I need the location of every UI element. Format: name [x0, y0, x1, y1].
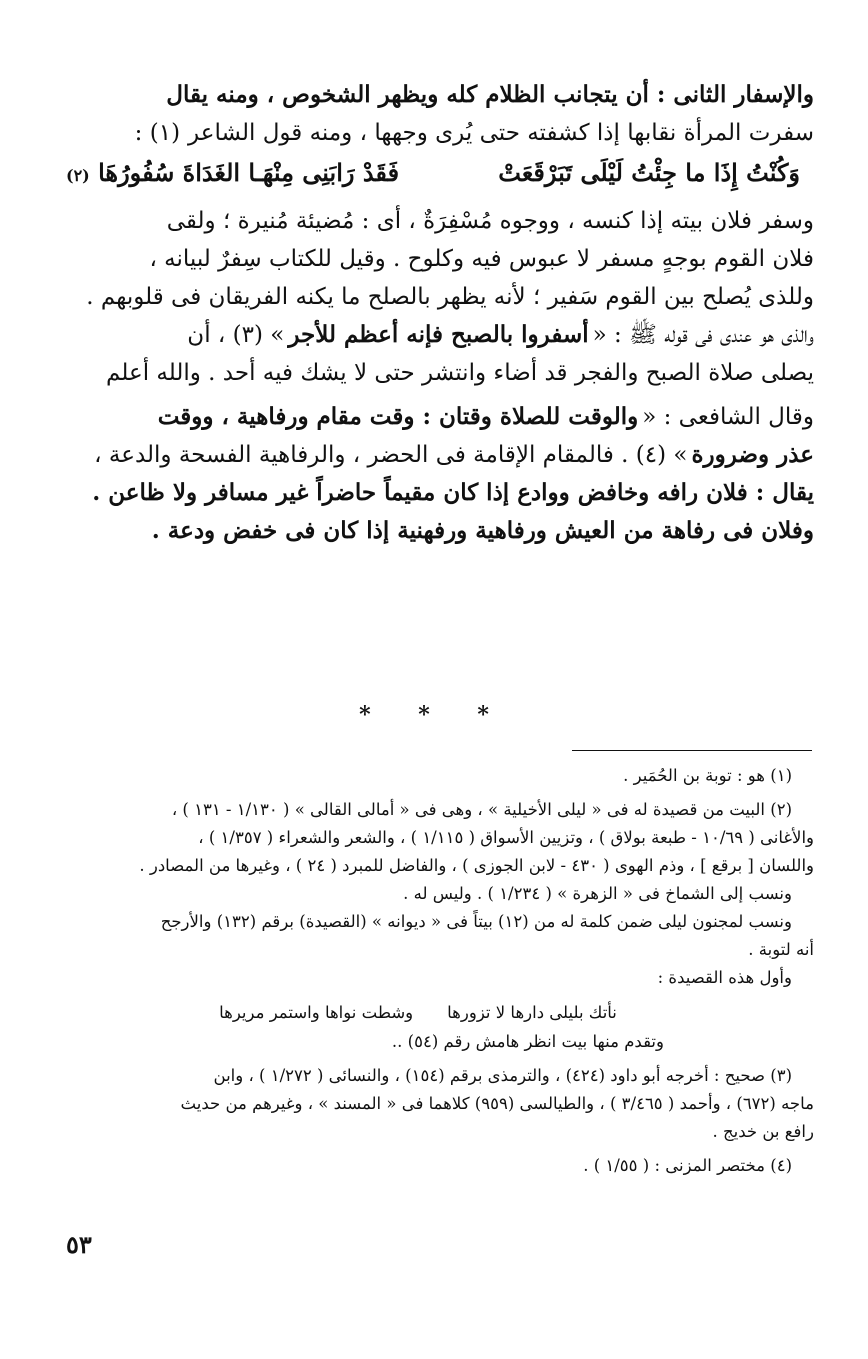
text-line — [62, 316, 814, 354]
verse-hemistich-left-wrap — [66, 152, 399, 194]
footnote-divider — [572, 750, 812, 751]
footnote-line — [62, 1062, 814, 1090]
text-line — [62, 76, 814, 114]
footnote-line — [62, 908, 814, 936]
footnote-ref: (١) : — [134, 120, 181, 146]
footnote-line — [62, 762, 814, 790]
text-line — [62, 202, 814, 240]
footnote-3-text: ماجه (٦٧٢) ، وأحمد ( ٣/٤٦٥ ) ، والطيالسى (٩٥٩) كلاهما فى « المسند » ، وغيرهم من حديث — [180, 1094, 814, 1113]
text-line — [62, 512, 814, 550]
text-line — [62, 278, 814, 316]
footnote-2-text: وأول هذه القصيدة : — [657, 968, 792, 987]
paragraph-text: وفلان فى رفاهة من العيش ورفاهية ورفهنية إذا كان فى خفض ودعة . — [151, 517, 814, 544]
footnote-3-text: رافع بن خديج . — [712, 1122, 814, 1141]
text-line — [62, 114, 814, 152]
footnote-4: (٤) مختصر المزنى : ( ١/٥٥ ) . — [583, 1156, 792, 1175]
text-line — [62, 474, 814, 512]
footnote-line — [62, 1152, 814, 1180]
footnote-2-text: ونسب إلى الشماخ فى « الزهرة » ( ١/٢٣٤ ) . وليس له . — [403, 884, 792, 903]
text-line — [62, 240, 814, 278]
section-separator: * * * — [359, 702, 509, 728]
verse-hemistich-right: وَكُنْتُ إِذَا ما جِئْتُ لَيْلَى تَبَرْقَعَتْ — [498, 158, 800, 187]
main-text — [62, 76, 814, 550]
paragraph-text: يقال : فلان رافه وخافض ووادع إذا كان مقيماً حاضراً غير مسافر ولا ظاعن . — [92, 479, 814, 506]
footnote-line — [62, 824, 814, 852]
footnote-2-text: أنه لتوبة . — [748, 940, 814, 959]
footnote-line — [62, 1118, 814, 1146]
footnote-3: (٣) صحيح : أخرجه أبو داود (٤٢٤) ، والترمذى برقم (١٥٤) ، والنسائى ( ١/٢٧٢ ) ، وابن — [213, 1066, 792, 1085]
footnote-2-text: وتقدم منها بيت انظر هامش رقم (٥٤) .. — [391, 1032, 664, 1051]
verse-hemistich-left: فَقَدْ رَابَنِى مِنْهَـا الغَدَاةَ سُفُورُهَا — [98, 158, 400, 187]
shafii-quote: عذر وضرورة — [691, 441, 814, 468]
footnotes — [62, 762, 814, 1180]
footnote-poem-verse — [62, 998, 774, 1028]
hadith-quote: أسفروا بالصبح فإنه أعظم للأجر — [288, 321, 589, 348]
footnote-2-text: والأغانى ( ١٠/٦٩ - طبعة بولاق ) ، وتزيين الأسواق ( ١/١١٥ ) ، والشعر والشعراء ( ١/٣٥٧ ) ، — [198, 828, 814, 847]
poetry-verse — [62, 152, 814, 194]
footnote-line — [62, 964, 814, 992]
paragraph-text: وللذى يُصلح بين القوم سَفير ؛ لأنه يظهر بالصلح ما يكنه الفريقان فى قلوبهم . — [86, 284, 814, 310]
footnote-line — [62, 880, 814, 908]
paragraph-text: يصلى صلاة الصبح والفجر قد أضاء وانتشر حتى لا يشك فيه أحد . والله أعلم — [106, 360, 814, 386]
poem-hemistich-right: نأتك بليلى دارها لا تزورها — [447, 1003, 617, 1022]
footnote-line — [62, 796, 814, 824]
paragraph-text: والإسفار الثانى : أن يتجانب الظلام كله ويظهر الشخوص ، ومنه يقال — [166, 81, 814, 108]
footnote-2-text: واللسان [ برقع ] ، وذم الهوى ( ٤٣٠ - لابن الجوزى ) ، والفاضل للمبرد ( ٢٤ ) ، وغيرها من المصادر . — [139, 856, 814, 875]
paragraph-text: » (٣) ، أن — [187, 322, 285, 348]
paragraph-text: وسفر فلان بيته إذا كنسه ، ووجوه مُسْفِرَةٌ ، أى : مُضيئة مُنيرة ؛ ولقى — [166, 208, 814, 234]
footnote-line — [62, 1090, 814, 1118]
footnote-ref: (٢) — [66, 166, 90, 185]
text-line — [62, 354, 814, 392]
paragraph-text: » (٤) . فالمقام الإقامة فى الحضر ، والرفاهية الفسحة والدعة ، — [94, 442, 688, 468]
shafii-quote: والوقت للصلاة وقتان : وقت مقام ورفاهية ، ووقت — [157, 403, 639, 430]
footnote-line — [62, 852, 814, 880]
footnote-2-text: ونسب لمجنون ليلى ضمن كلمة له من (١٢) بيتاً فى « ديوانه » (القصيدة) برقم (١٣٢) والأرجح — [160, 912, 792, 931]
paragraph-text: وقال الشافعى : « — [642, 404, 814, 430]
text-line — [62, 398, 814, 436]
page-number: ٥٣ — [66, 1230, 92, 1259]
footnote-1: (١) هو : توبة بن الحُمَير . — [623, 766, 792, 785]
paragraph-text: والذى هو عندى فى قوله ﷺ : « — [592, 322, 814, 348]
poem-hemistich-left: وشطت نواها واستمر مريرها — [219, 1003, 414, 1022]
paragraph-text: فلان القوم بوجهٍ مسفر لا عبوس فيه وكلوح . وقيل للكتاب سِفرٌ لبيانه ، — [149, 246, 814, 272]
footnote-line — [62, 1028, 814, 1056]
paragraph-text: سفرت المرأة نقابها إذا كشفته حتى يُرى وجهها ، ومنه قول الشاعر — [188, 120, 814, 146]
footnote-line — [62, 936, 814, 964]
text-line — [62, 436, 814, 474]
footnote-2: (٢) البيت من قصيدة له فى « ليلى الأخيلية » ، وهى فى « أمالى القالى » ( ١/١٣٠ - ١٣١ ) ، — [171, 800, 792, 819]
